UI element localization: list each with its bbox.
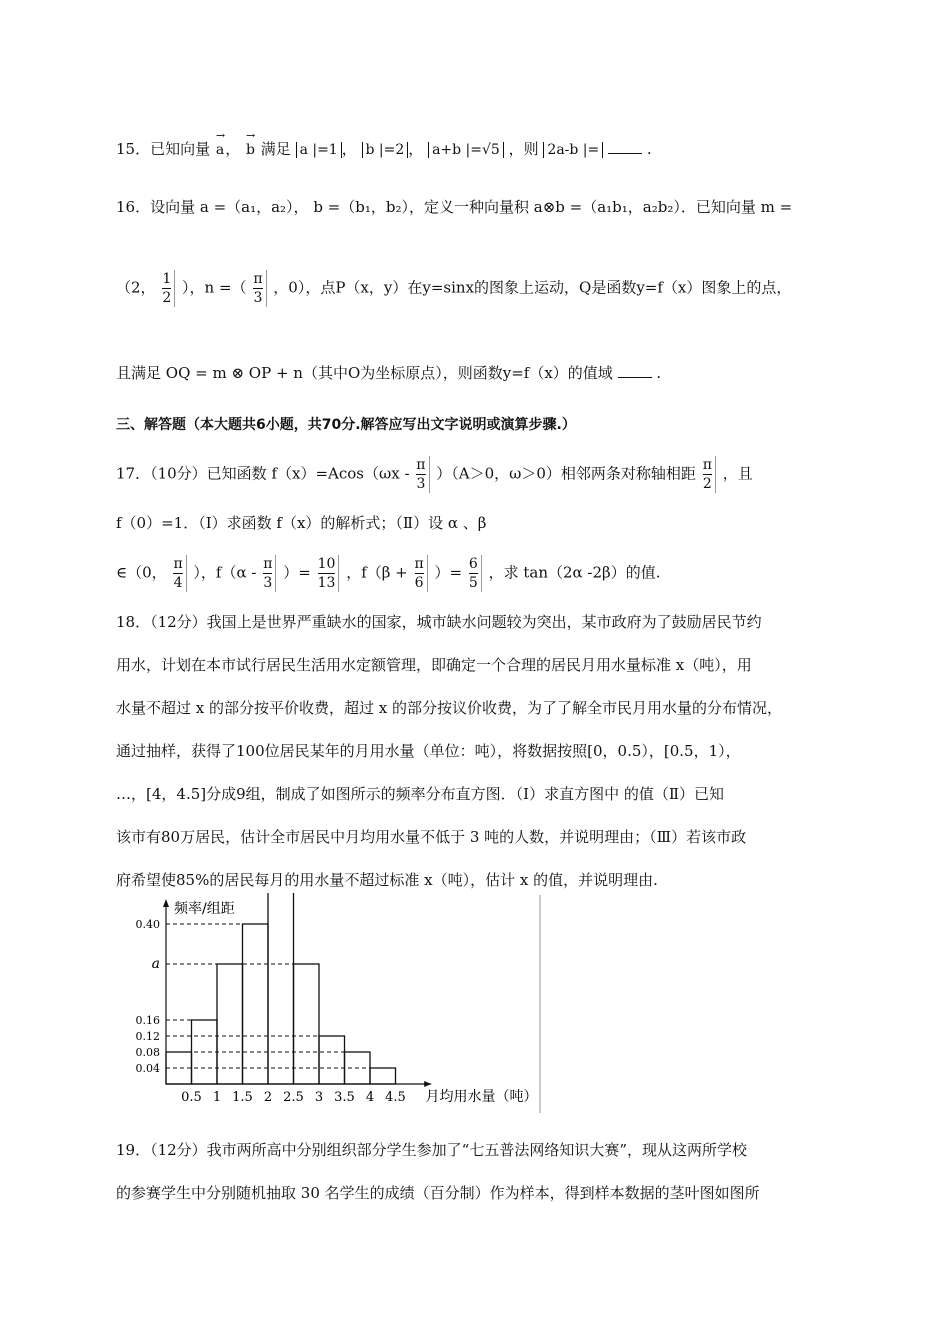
q16-text-d: 且满足 OQ = m ⊗ OP + n（其中O为坐标原点），则函数y=f（x）的值域 — [116, 364, 613, 382]
y-tick-label: 0.16 — [135, 1014, 160, 1027]
q16-text-a: （2， — [116, 278, 156, 297]
fraction-pi-3: $\frac{\pi}{3}$ — [253, 270, 266, 307]
q18-line: 18．（12分）我国上是世界严重缺水的国家，城市缺水问题较为突出，某市政府为了鼓励居民节约 — [116, 613, 762, 631]
y-tick-label: 0.08 — [135, 1046, 160, 1059]
q16-answer-blank — [618, 363, 652, 378]
q15-line: 15．已知向量 → a， → b 满足 a |=1 ， b |=2 ， a+b |=√5 ，则 2a-b |= . — [116, 133, 652, 161]
x-tick-label: 1 — [212, 1090, 222, 1105]
x-tick-label: 4.5 — [385, 1090, 406, 1105]
q15-condition-1: a |=1 — [296, 142, 342, 158]
x-tick-label: 3 — [314, 1090, 324, 1105]
frequency-histogram — [116, 893, 542, 1115]
q17-text-l3d: ，f（β + — [346, 563, 408, 582]
vector-a: → a — [216, 133, 224, 161]
q18-line: 水量不超过 x 的部分按平价收费，超过 x 的部分按议价收费，为了了解全市民月用水量的分布情况， — [116, 699, 782, 717]
q17-text-l3b: ），f（α - — [193, 563, 257, 582]
x-tick-label: 1.5 — [232, 1090, 253, 1105]
q17-fraction-6: $\frac{\pi}{6}$ — [415, 555, 428, 592]
x-tick-label: 2 — [263, 1090, 273, 1105]
y-axis-title: 频率/组距 — [174, 901, 235, 917]
x-tick-label: 3.5 — [334, 1090, 355, 1105]
q16-text-c: ，0），点P（x，y）在y=sinx的图象上运动，Q是函数y=f（x）图象上的点， — [273, 278, 792, 297]
q17-fraction-4: $\frac{\pi}{3}$ — [263, 555, 276, 592]
q18-line: 府希望使85%的居民每月的用水量不超过标准 x（吨），估计 x 的值，并说明理由. — [116, 871, 658, 889]
q17-line-2: f（0）=1．（Ⅰ）求函数 f（x）的解析式；（Ⅱ）设 α 、β — [116, 514, 487, 532]
q17-fraction-7: $\frac{6}{5}$ — [469, 555, 482, 592]
q18-line: 该市有80万居民，估计全市居民中月均用水量不低于 3 吨的人数，并说明理由；（Ⅲ）若该市政 — [116, 828, 747, 846]
q15-prefix: 15．已知向量 — [116, 140, 211, 158]
q16-line-2 — [116, 270, 791, 307]
q17-text-l3e: ）= — [434, 563, 463, 582]
q17-text-l3f: ，求 tan（2α -2β）的值. — [488, 563, 661, 582]
q15-condition-2: b |=2 — [362, 142, 409, 158]
q18-line: 用水，计划在本市试行居民生活用水定额管理，即确定一个合理的居民月用水量标准 x（吨），用 — [116, 656, 752, 674]
q15-target: 2a-b |= — [543, 142, 603, 158]
x-tick-label: 0.5 — [181, 1090, 202, 1105]
q17-line-3 — [116, 555, 660, 592]
q17-text-c: ，且 — [722, 464, 753, 483]
q17-text-l3c: ）= — [283, 563, 311, 582]
q16-text-b: ），n =（ — [182, 278, 247, 297]
q15-condition-3: a+b |=√5 — [428, 142, 504, 158]
x-tick-label: 2.5 — [283, 1090, 304, 1105]
q17-fraction-3: $\frac{\pi}{4}$ — [173, 555, 186, 592]
q18-line: …，[4，4.5]分成9组，制成了如图所示的频率分布直方图．（Ⅰ）求直方图中 的值（Ⅱ）已知 — [116, 785, 725, 803]
vector-b: → b — [246, 133, 255, 161]
y-tick-label: 0.12 — [135, 1030, 160, 1043]
x-tick-label: 4 — [365, 1090, 375, 1105]
q17-fraction-2: $\frac{\pi}{2}$ — [703, 456, 716, 493]
section-heading: 三、解答题（本大题共6小题，共70分.解答应写出文字说明或演算步骤.） — [116, 417, 576, 433]
y-tick-label: 0.40 — [135, 918, 160, 931]
q17-text-b: ）（A＞0，ω＞0）相邻两条对称轴相距 — [436, 464, 696, 483]
q17-fraction-1: $\frac{\pi}{3}$ — [416, 456, 429, 493]
y-tick-label: 0.04 — [135, 1062, 160, 1075]
q15-then: ，则 — [508, 140, 539, 158]
q16-end: . — [656, 364, 662, 382]
q19-line: 19．（12分）我市两所高中分别组织部分学生参加了“七五普法网络知识大赛”，现从这两所学校 — [116, 1141, 748, 1159]
q19-line: 的参赛学生中分别随机抽取 30 名学生的成绩（百分制）作为样本，得到样本数据的茎叶图如图所 — [116, 1184, 760, 1202]
q17-text-a: 17．（10分）已知函数 f（x）=Acos（ωx - — [116, 464, 410, 483]
q15-end: . — [646, 140, 652, 158]
q16-line-1: 16．设向量 a =（a₁，a₂）， b =（b₁，b₂），定义一种向量积 a⊗b =（a₁b₁，a₂b₂）．已知向量 m = — [116, 198, 793, 216]
q17-fraction-5: $\frac{10}{13}$ — [318, 555, 340, 592]
fraction-1-2: $\frac{1}{2}$ — [162, 270, 175, 307]
q15-answer-blank — [608, 139, 642, 154]
q15-cond-label: 满足 — [260, 140, 291, 158]
q17-text-l3a: ∈（0， — [116, 563, 167, 582]
q18-line: 通过抽样，获得了100位居民某年的月用水量（单位：吨），将数据按照[0，0.5），[0.5，1）， — [116, 742, 741, 760]
q16-line-3 — [116, 362, 661, 384]
y-tick-label: a — [151, 956, 160, 972]
x-axis-title: 月均用水量（吨） — [425, 1089, 538, 1105]
chart-background — [116, 893, 542, 1115]
q17-line-1 — [116, 456, 753, 493]
